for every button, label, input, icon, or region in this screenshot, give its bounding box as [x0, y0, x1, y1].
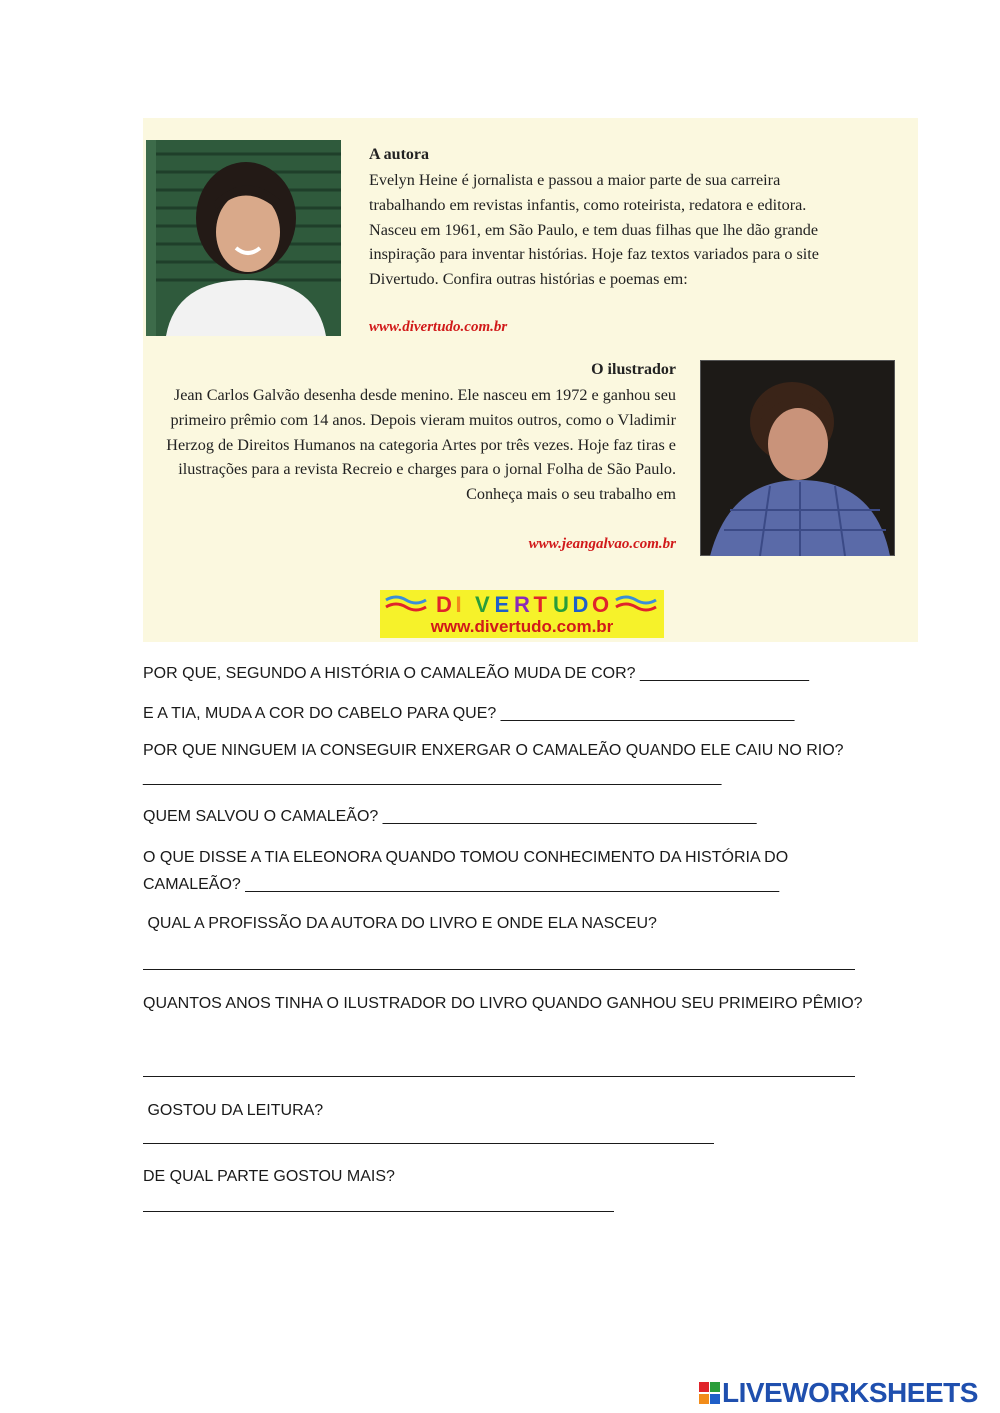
- question-7: [143, 990, 863, 1017]
- illustrator-bio-text: Jean Carlos Galvão desenha desde menino. Ele nasceu em 1972 e ganhou seu primeiro prêmio com 14 anos. Depois vieram muitos outros, como o Vladimir Herzog de Direitos Humanos na categoria Artes por três vezes. Hoje faz tiras e ilustrações para a revista Recreio e charges para o jornal Folha de São Paulo. Conheça mais o seu trabalho em: [166, 386, 676, 504]
- liveworksheets-brand: LIVEWORKSHEETS: [722, 1377, 978, 1408]
- question-2: [143, 700, 863, 727]
- answer-line-9[interactable]: [143, 1211, 614, 1212]
- logo-letter: D: [436, 592, 452, 617]
- author-heading: A autora: [369, 146, 429, 163]
- question-text: E A TIA, MUDA A COR DO CABELO PARA QUE?: [143, 705, 497, 722]
- logo-letter: R: [514, 592, 530, 617]
- logo-url: www.divertudo.com.br: [430, 617, 614, 636]
- question-text: POR QUE NINGUEM IA CONSEGUIR ENXERGAR O CAMALEÃO QUANDO ELE CAIU NO RIO?: [143, 742, 844, 759]
- question-8: [143, 1097, 863, 1124]
- logo-letter: O: [592, 592, 610, 617]
- logo-letter: E: [494, 592, 510, 617]
- answer-blank[interactable]: __________________________________________: [382, 808, 757, 825]
- answer-line-6[interactable]: [143, 969, 855, 970]
- divertudo-logo: [380, 590, 664, 638]
- question-text: DE QUAL PARTE GOSTOU MAIS?: [143, 1168, 395, 1185]
- answer-line-7[interactable]: [143, 1076, 855, 1077]
- question-9: [143, 1163, 863, 1190]
- author-website-link[interactable]: www.divertudo.com.br: [369, 319, 508, 335]
- answer-blank[interactable]: ____________________________________________________________: [245, 876, 780, 893]
- question-text: QUANTOS ANOS TINHA O ILUSTRADOR DO LIVRO QUANDO GANHOU SEU PRIMEIRO PÊMIO?: [143, 995, 863, 1012]
- question-text: O QUE DISSE A TIA ELEONORA QUANDO TOMOU CONHECIMENTO DA HISTÓRIA DO CAMALEÃO?: [143, 849, 789, 893]
- question-4: [143, 803, 863, 830]
- logo-letter: T: [533, 592, 547, 617]
- liveworksheets-icon: [698, 1378, 722, 1410]
- question-6: [143, 910, 863, 937]
- illustrator-heading: O ilustrador: [591, 361, 676, 378]
- illustrator-website-link[interactable]: www.jeangalvao.com.br: [528, 536, 676, 552]
- author-bio-text: Evelyn Heine é jornalista e passou a maior parte de sua carreira trabalhando em revistas infantis, como roteirista, redatora e editora. Nasceu em 1961, em São Paulo, e tem duas filhas que lhe dão grande inspiração para inventar histórias. Hoje faz textos variados para o site Divertudo. Confira outras histórias e poemas em:: [369, 171, 819, 289]
- question-text: POR QUE, SEGUNDO A HISTÓRIA O CAMALEÃO MUDA DE COR?: [143, 665, 636, 682]
- logo-letter: U: [553, 592, 569, 617]
- question-5: [143, 844, 863, 898]
- logo-letter: I: [455, 592, 462, 617]
- answer-line-8[interactable]: [143, 1143, 714, 1144]
- question-text: GOSTOU DA LEITURA?: [143, 1102, 324, 1119]
- answer-blank[interactable]: _________________________________________________________________: [143, 769, 722, 786]
- answer-blank[interactable]: ___________________: [640, 665, 810, 682]
- question-text: QUAL A PROFISSÃO DA AUTORA DO LIVRO E ONDE ELA NASCEU?: [143, 915, 657, 932]
- question-1: [143, 660, 863, 687]
- question-3: [143, 737, 863, 791]
- biography-box: [143, 118, 918, 642]
- question-text: QUEM SALVOU O CAMALEÃO?: [143, 808, 379, 825]
- author-photo: [146, 140, 341, 336]
- logo-letter: V: [475, 592, 490, 617]
- illustrator-photo: [700, 360, 895, 556]
- logo-letter: D: [572, 592, 589, 617]
- answer-blank[interactable]: _________________________________: [500, 705, 795, 722]
